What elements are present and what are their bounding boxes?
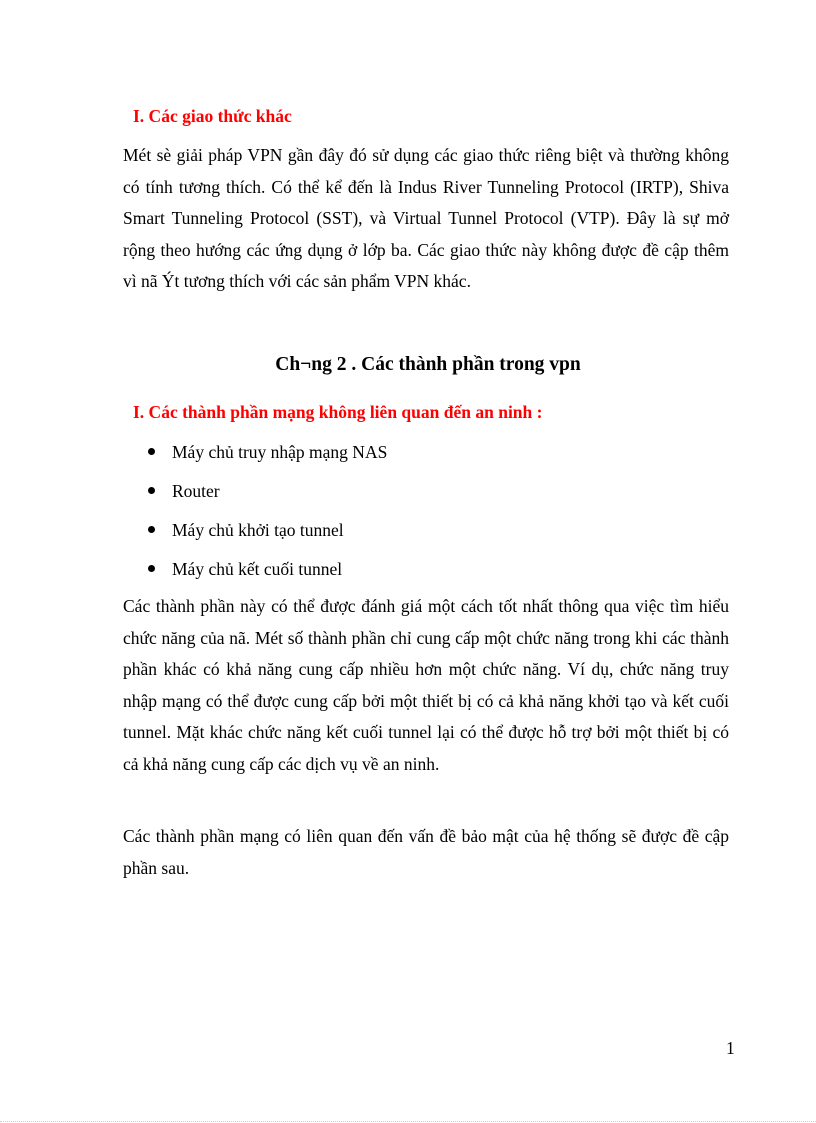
list-item-label: Máy chủ kết cuối tunnel: [172, 559, 343, 579]
list-item: [148, 514, 387, 553]
list-item-label: Máy chủ truy nhập mạng NAS: [172, 442, 388, 462]
list-item-label: Máy chủ khởi tạo tunnel: [172, 520, 344, 540]
paragraph-component-functions: Các thành phần này có thể được đánh giá một cách tốt nhất thông qua việc tìm hiểu chức năng của nã. Mét số thành phần chỉ cung cấp một chức năng trong khi các thành phần khác có khả năng cung cấp nhiều hơn một chức năng. Ví dụ, chức năng truy nhập mạng có thể được cung cấp bởi một thiết bị có cả khả năng khởi tạo và kết cuối tunnel. Mặt khác chức năng kết cuối tunnel lại có thể được hỗ trợ bởi một thiết bị có cả khả năng cung cấp các dịch vụ về an ninh.: [123, 596, 729, 774]
list-item: [148, 475, 387, 514]
chapter-title: Ch¬ng 2 . Các thành phần trong vpn: [275, 354, 581, 375]
paragraph-security-components-note: Các thành phần mạng có liên quan đến vấn đề bảo mật của hệ thống sẽ được đề cập phần sau.: [123, 826, 729, 878]
bullet-icon: [148, 448, 155, 455]
section-heading-non-security-components: I. Các thành phần mạng không liên quan đến an ninh :: [133, 402, 543, 422]
bullet-icon: [148, 526, 155, 533]
list-item: [148, 436, 387, 475]
bullet-icon: [148, 565, 155, 572]
paragraph-other-protocols: Mét sè giải pháp VPN gần đây đó sử dụng các giao thức riêng biệt và thường không có tính tương thích. Có thể kể đến là Indus River Tunneling Protocol (IRTP), Shiva Smart Tunneling Protocol (SST), và Virtual Tunnel Protocol (VTP). Đây là sự mở rộng theo hướng các ứng dụng ở lớp ba. Các giao thức này không được đề cập thêm vì nã Ýt tương thích với các sản phẩm VPN khác.: [123, 145, 729, 291]
component-bullet-list: [148, 436, 387, 592]
page-bottom-border: [0, 1121, 816, 1122]
list-item: [148, 553, 387, 592]
page-number: 1: [726, 1038, 735, 1058]
list-item-label: Router: [172, 481, 220, 501]
section-heading-other-protocols: I. Các giao thức khác: [133, 106, 292, 126]
bullet-icon: [148, 487, 155, 494]
